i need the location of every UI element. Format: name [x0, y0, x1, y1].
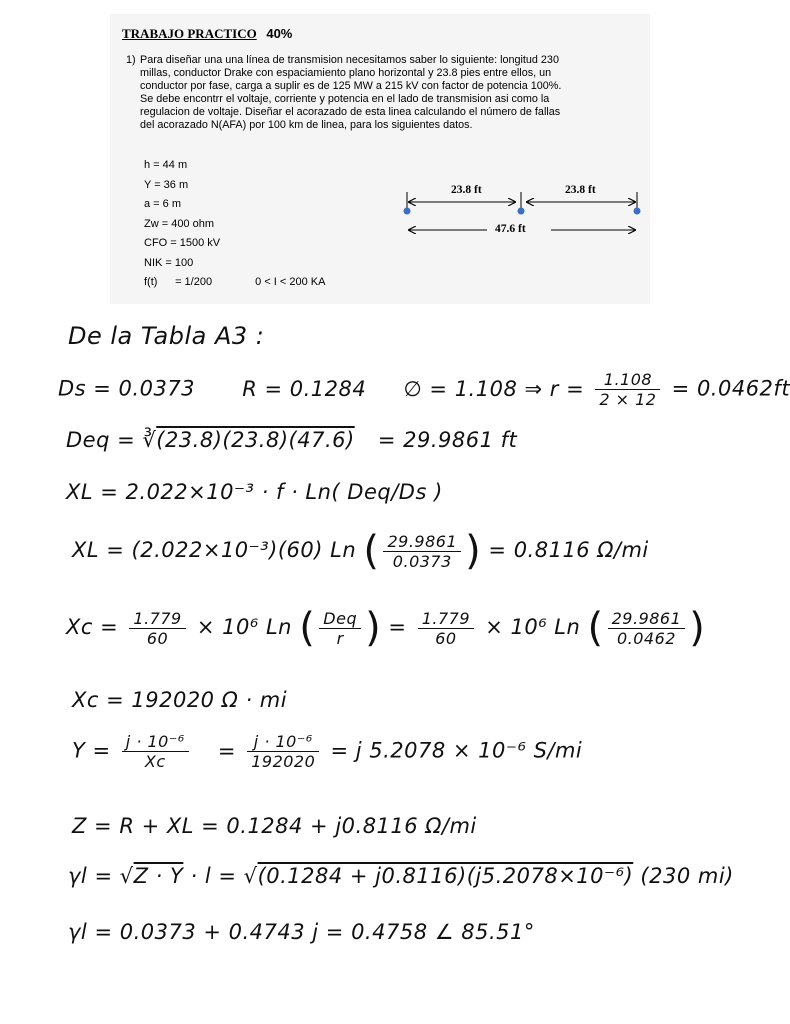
- deq-lhs: Deq = ∛: [66, 428, 157, 452]
- radius-numerator: 1.108: [595, 370, 660, 390]
- xc-multiplier-2: × 10⁶ Ln: [485, 615, 581, 639]
- xc-value-denominator: 0.0462: [616, 628, 676, 648]
- line-constants: [58, 370, 790, 409]
- y-lhs: Y =: [72, 738, 111, 763]
- variable-y: Y = 36 m: [144, 178, 189, 191]
- impedance-equation: Z = R + XL = 0.1284 + j0.8116 Ω/mi: [72, 814, 477, 838]
- y-fraction-1: [122, 732, 189, 771]
- variable-zw: Zw = 400 ohm: [144, 217, 215, 230]
- ft-label: f(t): [144, 276, 158, 288]
- ft-value: = 1/200: [175, 276, 213, 288]
- variable-nik: NIK = 100: [144, 256, 194, 269]
- xc-coef-fraction: [129, 609, 185, 648]
- y-numerator-1: j · 10⁻⁶: [122, 732, 189, 752]
- spacing-label-right: 23.8 ft: [565, 184, 596, 196]
- xc-value-numerator: 29.9861: [608, 609, 686, 629]
- y-numerator-2: j · 10⁻⁶: [247, 732, 319, 752]
- problem-number: 1): [126, 54, 136, 66]
- variable-h: h = 44 m: [144, 159, 188, 171]
- problem-line: del acorazado N(AFA) por 100 km de linea, para los siguientes datos.: [140, 119, 473, 131]
- y-result: = j 5.2078 × 10⁻⁶ S/mi: [330, 738, 583, 763]
- given-variables: [144, 156, 325, 293]
- assignment-title: TRABAJO PRACTICO: [122, 26, 257, 41]
- xc-coef-numerator-2: 1.779: [418, 609, 474, 629]
- xc-equals: =: [388, 615, 407, 639]
- y-fraction-2: [247, 732, 319, 771]
- propagation-equation: γl = √Z · Y · l = √(0.1284 + j0.8116)(j5.2078×10⁻⁶) (230 mi): [68, 864, 734, 888]
- gamma-length: · l =: [183, 864, 244, 888]
- ds-value: Ds = 0.0373: [58, 376, 196, 401]
- xc-coef-denominator: 60: [146, 628, 169, 648]
- problem-statement: [126, 54, 636, 132]
- conductor-a: [404, 208, 411, 215]
- deq-over-r-fraction: [319, 609, 361, 648]
- ft-range: 0 < I < 200 KA: [255, 276, 326, 288]
- conductor-c: [634, 208, 641, 215]
- gamma-result: γl = 0.0373 + 0.4743 j = 0.4758 ∠ 85.51°: [68, 920, 535, 944]
- radius-denominator: 2 × 12: [599, 390, 657, 409]
- problem-line: conductor por fase, carga a suplir es de 125 MW a 215 kV con factor de potencia 100%.: [140, 80, 562, 92]
- problem-line: Se debe encontrr el voltaje, corriente y potencia en el lado de transmision asi como la: [140, 93, 550, 105]
- y-denominator-1: Xc: [144, 752, 166, 771]
- xl-calculation: XL = (2.022×10⁻³)(60) Ln ( $\frac{29.9861}{0.0373}$ ) = 0.8116 Ω/mi: [72, 528, 649, 574]
- xc-multiplier: × 10⁶ Ln: [196, 615, 292, 639]
- assignment-header: [122, 26, 292, 42]
- xc-coef-fraction-2: [418, 609, 474, 648]
- xl-result: = 0.8116 Ω/mi: [488, 538, 649, 562]
- xc-coef-denominator-2: 60: [435, 628, 457, 648]
- gamma-radicand: (0.1284 + j0.8116)(j5.2078×10⁻⁶): [257, 864, 634, 888]
- xl-formula: XL = 2.022×10⁻³ · f · Ln( Deq/Ds ): [66, 480, 443, 504]
- variable-ft: [144, 273, 325, 293]
- xl-fraction: [383, 532, 461, 571]
- xl-numerator: 29.9861: [383, 532, 461, 552]
- xc-result: Xc = 192020 Ω · mi: [72, 688, 288, 712]
- radius-fraction: [595, 370, 660, 409]
- xc-value-fraction: [608, 609, 686, 648]
- variable-a: a = 6 m: [144, 198, 181, 210]
- assignment-percent: 40%: [266, 26, 293, 41]
- xl-calc-lhs: XL = (2.022×10⁻³)(60) Ln: [72, 538, 357, 562]
- xc-coef-numerator: 1.779: [129, 609, 185, 629]
- deq-equation: [66, 428, 517, 452]
- line-length: (230 mi): [640, 864, 734, 888]
- xc-formula: Xc = $\frac{1.779}{60}$ × 10⁶ Ln ( $\frac{\text{Deq}}{r}$ ) = $\frac{1.779}{60}$ × 10⁶ Ln ( $\frac{29.9861}{0.0462}$ ): [66, 605, 706, 651]
- conductor-spacing-diagram: [395, 164, 645, 244]
- phi-value: ∅ = 1.108 ⇒ r =: [403, 376, 585, 401]
- gamma-lhs: γl =: [68, 864, 120, 888]
- deq-radicand: (23.8)(23.8)(47.6): [156, 428, 355, 452]
- zy-radicand: Z · Y: [133, 864, 184, 888]
- table-heading: De la Tabla A3 :: [68, 322, 265, 350]
- xc-lhs: Xc =: [66, 615, 119, 639]
- admittance-equation: [72, 732, 582, 771]
- r-value: R = 0.1284: [242, 376, 367, 401]
- r-symbol: r: [336, 628, 344, 648]
- deq-symbol: Deq: [319, 609, 361, 629]
- problem-line: millas, conductor Drake con espaciamiento plano horizontal y 23.8 pies entre ellos, un: [140, 67, 552, 79]
- conductor-b: [518, 208, 525, 215]
- total-spacing-label: 47.6 ft: [495, 223, 526, 235]
- problem-line: Para diseñar una una línea de transmision necesitamos saber lo siguiente: longitud 230: [140, 54, 559, 66]
- deq-result: = 29.9861 ft: [377, 428, 518, 452]
- xl-denominator: 0.0373: [392, 551, 452, 571]
- variable-cfo: CFO = 1500 kV: [144, 237, 221, 249]
- radius-result: = 0.0462ft: [671, 376, 790, 401]
- printed-assignment: [110, 14, 650, 304]
- y-equals: =: [217, 738, 237, 763]
- y-denominator-2: 192020: [251, 752, 316, 771]
- spacing-label-left: 23.8 ft: [451, 184, 482, 196]
- problem-line: regulacion de voltaje. Diseñar el acorazado de esta linea calculando el número de fallas: [140, 106, 561, 118]
